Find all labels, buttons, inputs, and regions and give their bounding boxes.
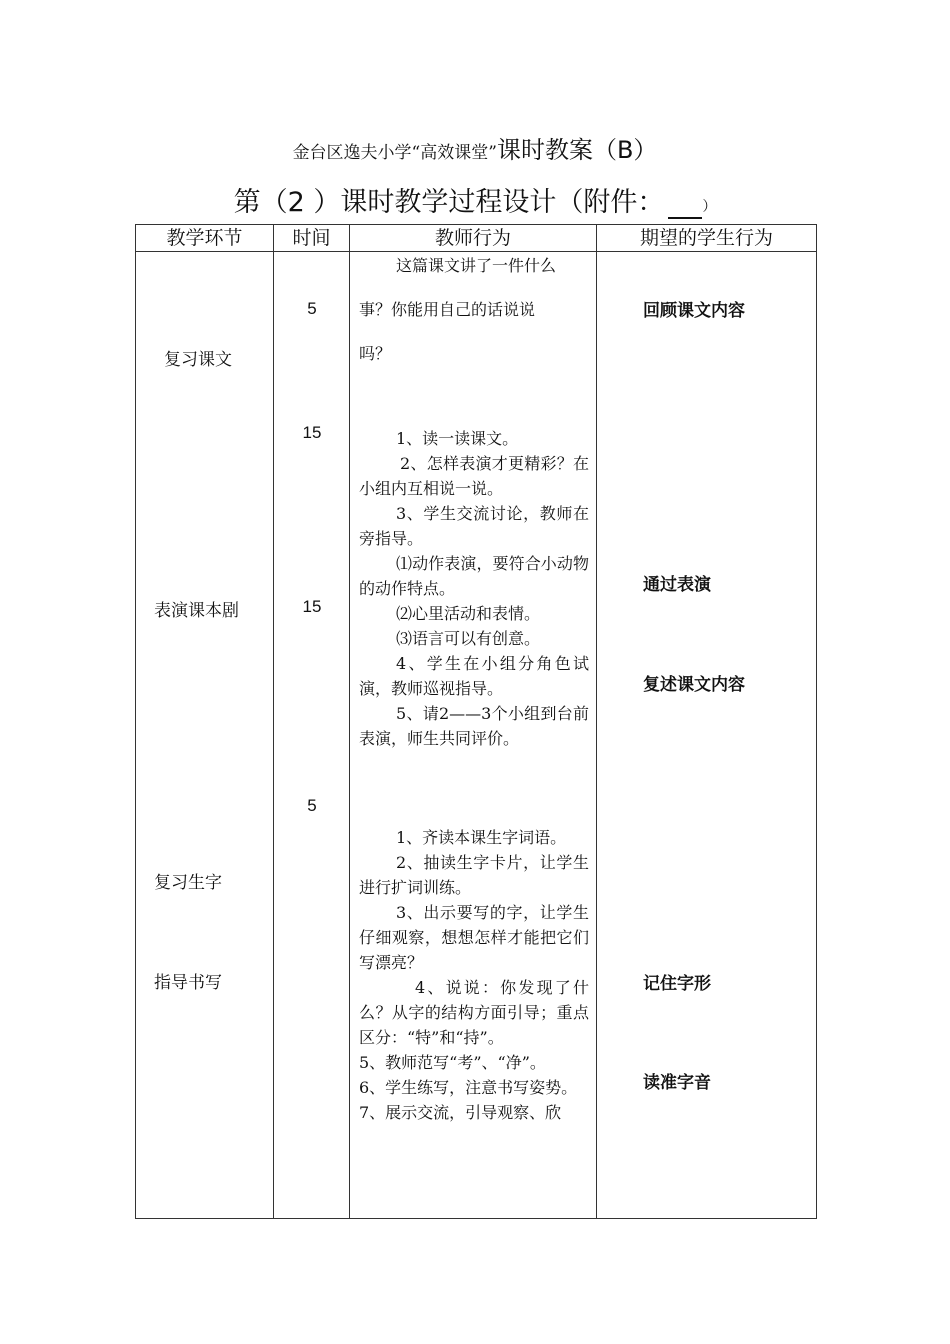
student-behavior: 回顾课文内容 [643, 301, 745, 321]
document-title [0, 130, 950, 165]
step-item: 3、出示要写的字，让学生仔细观察，想想怎样才能把它们写漂亮？ [359, 903, 589, 972]
step-item: ⑴动作表演，要符合小动物的动作特点。 [359, 554, 589, 598]
stage-review-characters: 复习生字 [154, 873, 222, 893]
time-value: 5 [307, 796, 317, 815]
review-question-line3: 吗？ [359, 344, 392, 363]
step-item: 4、学生在小组分角色试演，教师巡视指导。 [359, 654, 589, 698]
table-body-row [136, 252, 817, 1219]
step-item: 1、读一读课文。 [396, 429, 519, 448]
time-value: 15 [302, 597, 322, 616]
step-item: 2、抽读生字卡片，让学生进行扩词训练。 [359, 853, 589, 897]
perform-steps [359, 426, 589, 751]
stage-writing-guidance: 指导书写 [154, 973, 222, 993]
lesson-plan-table [135, 224, 817, 1219]
student-behavior: 记住字形 [643, 974, 711, 994]
step-item: 3、学生交流讨论，教师在旁指导。 [359, 504, 589, 548]
stage-review-text: 复习课文 [164, 350, 232, 370]
section-title [0, 180, 950, 219]
column-header-teacher: 教师行为 [350, 225, 597, 252]
step-item: ⑶语言可以有创意。 [396, 629, 541, 648]
step-item: 5、请2——3个小组到台前表演，师生共同评价。 [359, 704, 589, 748]
teacher-column [350, 252, 596, 1218]
plan-type: 课时教案（B） [496, 136, 658, 164]
time-column [274, 252, 349, 1218]
student-behavior: 读准字音 [643, 1073, 711, 1093]
step-item: 5、教师范写“考”、“净”。 [359, 1053, 546, 1072]
school-name: 金台区逸夫小学“高效课堂” [292, 143, 497, 163]
step-item: 6、学生练写，注意书写姿势。 [359, 1078, 578, 1097]
review-question-line1: 这篇课文讲了一件什么 [396, 256, 557, 275]
column-header-student: 期望的学生行为 [597, 225, 817, 252]
column-header-stage: 教学环节 [136, 225, 274, 252]
stage-column [136, 252, 273, 1218]
step-item: ⑵心里活动和表情。 [396, 604, 541, 623]
writing-steps [359, 825, 589, 1125]
column-header-time: 时间 [274, 225, 350, 252]
time-value: 15 [302, 423, 322, 442]
table-header-row [136, 225, 817, 252]
attachment-blank [668, 191, 702, 219]
step-item: 7、展示交流，引导观察、欣 [359, 1103, 562, 1122]
student-behavior: 复述课文内容 [643, 675, 745, 695]
review-question-line2: 事？你能用自己的话说说 [359, 300, 536, 319]
student-behavior: 通过表演 [643, 575, 711, 595]
section-title-text: 第（2 ）课时教学过程设计（附件： [233, 187, 665, 218]
step-item: 1、齐读本课生字词语。 [396, 828, 567, 847]
step-item: 2、怎样表演才更精彩？在小组内互相说一说。 [359, 454, 589, 498]
step-item: 4、说说：你发现了什么？从字的结构方面引导；重点区分：“特”和“持”。 [359, 978, 589, 1047]
time-value: 5 [307, 299, 317, 318]
section-title-close: ） [702, 199, 717, 215]
student-column [597, 252, 816, 1218]
stage-perform-play: 表演课本剧 [154, 601, 239, 621]
